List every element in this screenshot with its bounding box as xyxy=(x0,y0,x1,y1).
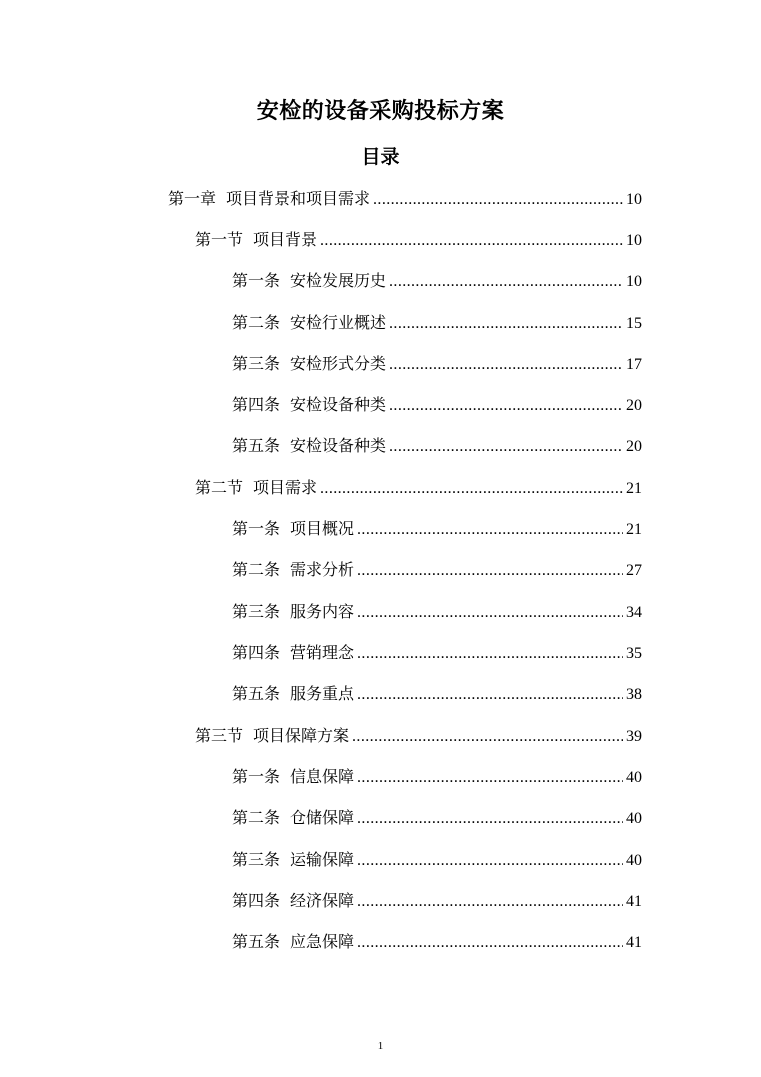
toc-entry-number: 第四条 xyxy=(232,891,281,910)
toc-entry-page: 40 xyxy=(626,769,642,786)
toc-dot-leader xyxy=(357,804,623,834)
toc-entry-title: 仓储保障 xyxy=(290,808,355,827)
toc-entry-page: 38 xyxy=(626,686,642,703)
toc-entry-number: 第三条 xyxy=(232,354,281,373)
toc-entry-title: 安检发展历史 xyxy=(290,271,387,290)
toc-dot-leader xyxy=(320,226,623,256)
toc-entry-title: 服务重点 xyxy=(290,684,355,703)
toc-dot-leader xyxy=(389,391,623,421)
toc-dot-leader xyxy=(357,515,623,545)
toc-entry-number: 第二节 xyxy=(195,478,244,497)
toc-entry-title: 项目背景 xyxy=(253,230,318,249)
toc-entry-chapter-1[interactable] xyxy=(168,184,642,214)
toc-entry-title: 项目概况 xyxy=(290,519,355,538)
toc-dot-leader xyxy=(389,432,623,462)
toc-dot-leader xyxy=(357,887,623,917)
toc-entry-number: 第二条 xyxy=(232,808,281,827)
toc-entry-article[interactable] xyxy=(232,762,642,792)
toc-entry-page: 10 xyxy=(626,191,642,208)
toc-entry-article[interactable] xyxy=(232,308,642,338)
toc-dot-leader xyxy=(389,309,623,339)
toc-dot-leader xyxy=(320,474,623,504)
toc-entry-article[interactable] xyxy=(232,927,642,957)
toc-entry-page: 21 xyxy=(626,521,642,538)
toc-entry-number: 第三节 xyxy=(195,726,244,745)
toc-entry-number: 第五条 xyxy=(232,684,281,703)
toc-dot-leader xyxy=(357,556,623,586)
toc-entry-page: 10 xyxy=(626,273,642,290)
toc-entry-number: 第五条 xyxy=(232,932,281,951)
toc-entry-article[interactable] xyxy=(232,886,642,916)
toc-entry-section-3[interactable] xyxy=(195,721,642,751)
toc-entry-page: 41 xyxy=(626,893,642,910)
toc-entry-number: 第四条 xyxy=(232,643,281,662)
toc-dot-leader xyxy=(357,598,623,628)
toc-dot-leader xyxy=(357,639,623,669)
toc-entry-title: 安检行业概述 xyxy=(290,313,387,332)
toc-entry-page: 10 xyxy=(626,232,642,249)
toc-entry-article[interactable] xyxy=(232,514,642,544)
toc-dot-leader xyxy=(357,763,623,793)
toc-entry-number: 第一条 xyxy=(232,519,281,538)
toc-entry-title: 应急保障 xyxy=(290,932,355,951)
toc-dot-leader xyxy=(352,722,623,752)
toc-entry-article[interactable] xyxy=(232,431,642,461)
toc-dot-leader xyxy=(357,846,623,876)
toc-entry-title: 运输保障 xyxy=(290,850,355,869)
toc-entry-number: 第一条 xyxy=(232,767,281,786)
toc-entry-article[interactable] xyxy=(232,803,642,833)
toc-entry-article[interactable] xyxy=(232,555,642,585)
toc-entry-section-2[interactable] xyxy=(195,473,642,503)
toc-entry-title: 项目需求 xyxy=(253,478,318,497)
toc-entry-page: 40 xyxy=(626,810,642,827)
toc-entry-number: 第四条 xyxy=(232,395,281,414)
toc-entry-title: 项目背景和项目需求 xyxy=(226,189,371,208)
toc-entry-title: 需求分析 xyxy=(290,560,355,579)
toc-entry-article[interactable] xyxy=(232,349,642,379)
toc-dot-leader xyxy=(389,267,623,297)
toc-dot-leader xyxy=(389,350,623,380)
document-title: 安检的设备采购投标方案 xyxy=(256,99,505,124)
toc-entry-number: 第一节 xyxy=(195,230,244,249)
toc-entry-title: 服务内容 xyxy=(290,602,355,621)
toc-entry-number: 第三条 xyxy=(232,602,281,621)
toc-entry-page: 41 xyxy=(626,934,642,951)
toc-entry-page: 40 xyxy=(626,852,642,869)
toc-entry-title: 安检设备种类 xyxy=(290,436,387,455)
toc-entry-page: 20 xyxy=(626,397,642,414)
footer-page-number: 1 xyxy=(377,1040,384,1052)
toc-entry-title: 信息保障 xyxy=(290,767,355,786)
toc-entry-page: 17 xyxy=(626,356,642,373)
toc-entry-number: 第一章 xyxy=(168,189,217,208)
toc-entry-page: 21 xyxy=(626,480,642,497)
toc-dot-leader xyxy=(357,680,623,710)
toc-entry-title: 安检设备种类 xyxy=(290,395,387,414)
toc-entry-title: 安检形式分类 xyxy=(290,354,387,373)
toc-entry-article[interactable] xyxy=(232,390,642,420)
toc-entry-number: 第二条 xyxy=(232,560,281,579)
toc-entry-page: 15 xyxy=(626,315,642,332)
toc-entry-page: 35 xyxy=(626,645,642,662)
toc-entry-number: 第三条 xyxy=(232,850,281,869)
toc-entry-title: 营销理念 xyxy=(290,643,355,662)
toc-entry-number: 第一条 xyxy=(232,271,281,290)
toc-entry-number: 第五条 xyxy=(232,436,281,455)
toc-entry-page: 27 xyxy=(626,562,642,579)
toc-entry-number: 第二条 xyxy=(232,313,281,332)
toc-entry-article[interactable] xyxy=(232,597,642,627)
toc-entry-article[interactable] xyxy=(232,679,642,709)
toc-entry-article[interactable] xyxy=(232,845,642,875)
toc-heading: 目录 xyxy=(361,146,400,168)
toc-entry-article[interactable] xyxy=(232,638,642,668)
toc-entry-article[interactable] xyxy=(232,266,642,296)
toc-dot-leader xyxy=(357,928,623,958)
toc-entry-page: 34 xyxy=(626,604,642,621)
toc-entry-page: 39 xyxy=(626,728,642,745)
toc-entry-title: 经济保障 xyxy=(290,891,355,910)
toc-entry-page: 20 xyxy=(626,438,642,455)
toc-dot-leader xyxy=(373,185,623,215)
toc-entry-title: 项目保障方案 xyxy=(253,726,350,745)
toc-entry-section-1[interactable] xyxy=(195,225,642,255)
